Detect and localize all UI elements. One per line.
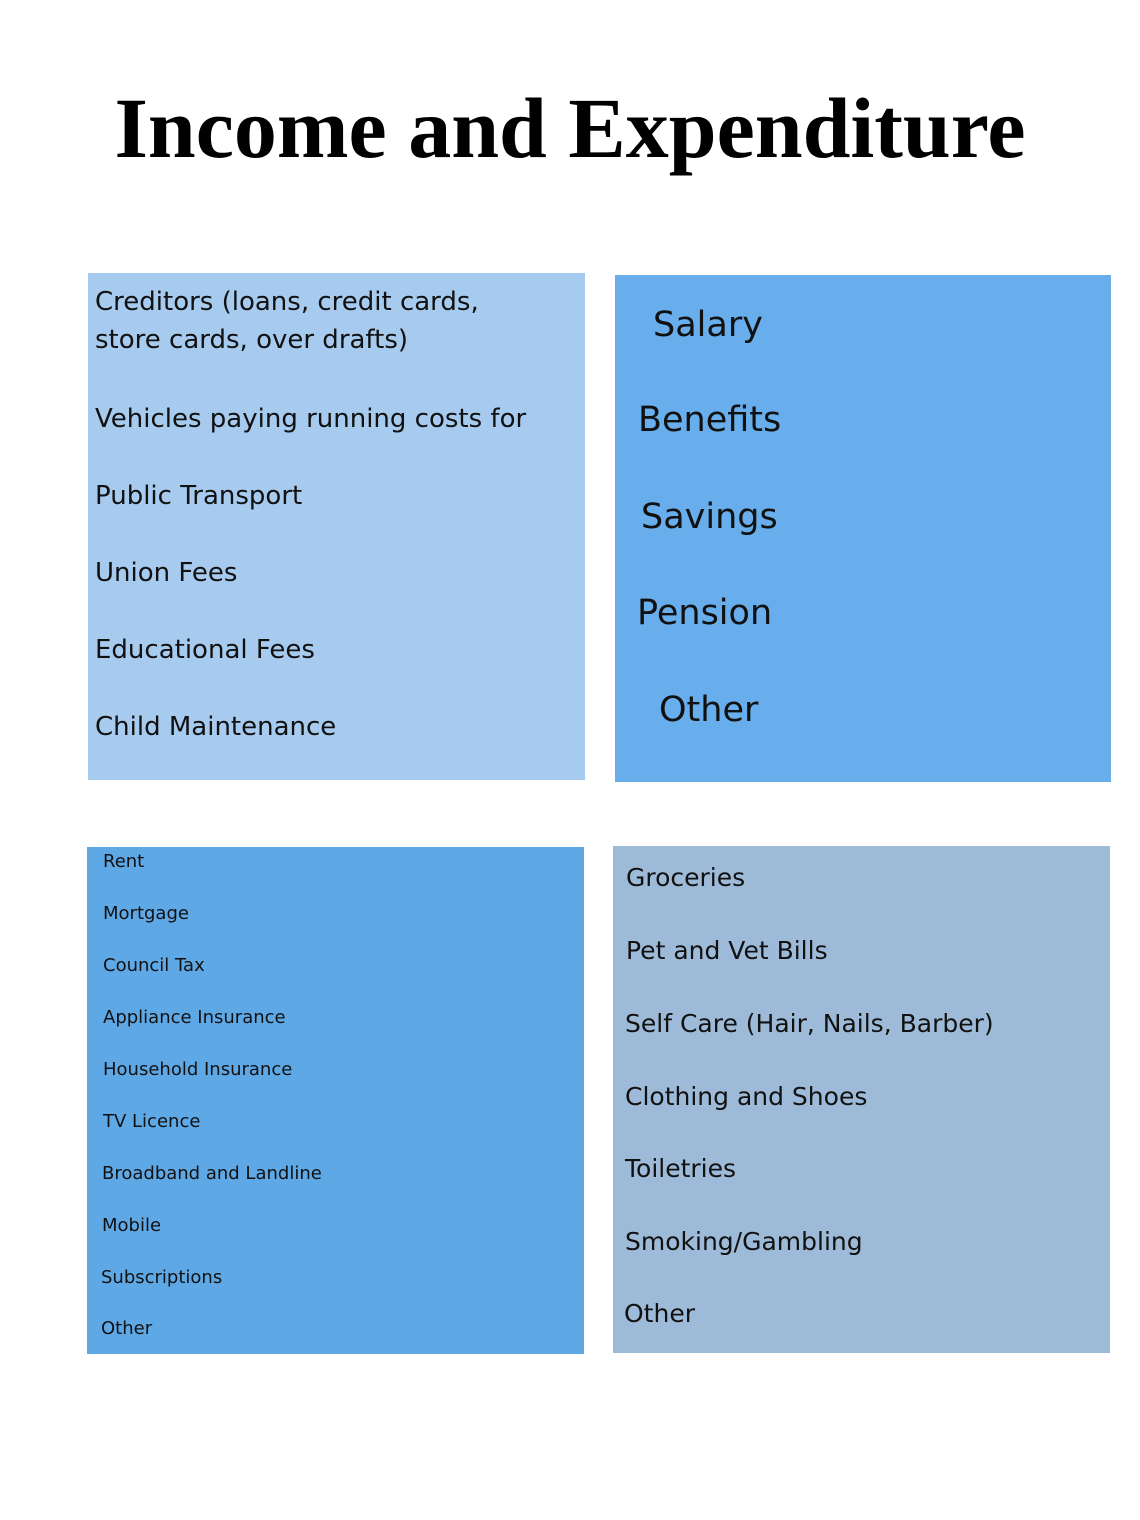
list-item: TV Licence <box>103 1111 201 1132</box>
creditors-box <box>88 273 585 780</box>
household-bills-box <box>87 847 584 1354</box>
list-item: Pension <box>637 593 773 633</box>
list-item: Child Maintenance <box>95 712 337 742</box>
list-item: Other <box>624 1299 695 1328</box>
list-item: Other <box>101 1318 153 1339</box>
list-item: Appliance Insurance <box>103 1007 286 1028</box>
income-box <box>615 275 1111 782</box>
list-item: Mobile <box>102 1215 162 1236</box>
list-item: Council Tax <box>103 955 205 976</box>
list-item: Savings <box>641 497 778 537</box>
list-item: Self Care (Hair, Nails, Barber) <box>625 1009 994 1038</box>
list-item: Broadband and Landline <box>102 1163 322 1184</box>
list-item: Clothing and Shoes <box>625 1082 868 1111</box>
list-item: Household Insurance <box>103 1059 293 1080</box>
list-item: Vehicles paying running costs for <box>95 404 527 434</box>
list-item: Smoking/Gambling <box>625 1227 863 1256</box>
page-title: Income and Expenditure <box>114 80 1026 176</box>
list-item: Other <box>659 690 759 730</box>
list-item: Toiletries <box>625 1154 737 1183</box>
list-item: Rent <box>103 851 145 872</box>
list-item: Public Transport <box>95 481 303 511</box>
list-item: Mortgage <box>103 903 189 924</box>
living-costs-box <box>613 846 1110 1353</box>
list-item: Creditors (loans, credit cards, store cards, over drafts) <box>95 287 479 355</box>
list-item: Benefits <box>638 400 782 440</box>
list-item: Salary <box>653 305 763 345</box>
list-item: Groceries <box>626 863 746 892</box>
list-item: Educational Fees <box>95 635 315 665</box>
list-item: Subscriptions <box>101 1267 223 1288</box>
list-item: Pet and Vet Bills <box>626 936 828 965</box>
list-item: Union Fees <box>95 558 238 588</box>
